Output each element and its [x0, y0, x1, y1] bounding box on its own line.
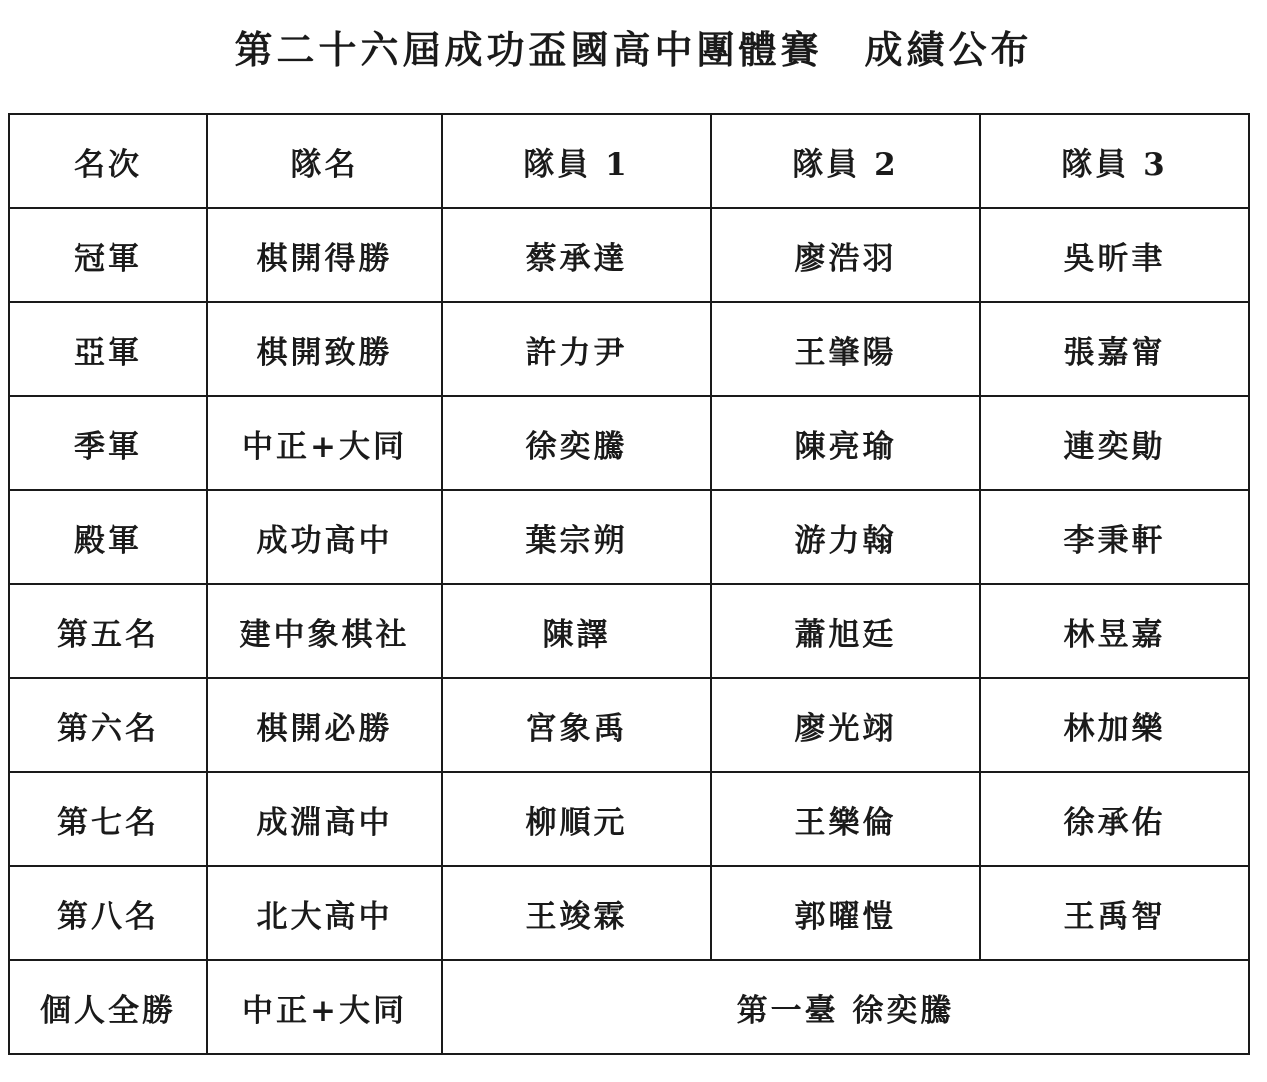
member-cell: 葉宗朔: [442, 490, 711, 584]
member-cell: 王禹智: [980, 866, 1249, 960]
header-team: 隊名: [207, 114, 442, 208]
team-cell: 中正+大同: [207, 396, 442, 490]
member-cell: 許力尹: [442, 302, 711, 396]
member-cell: 張嘉甯: [980, 302, 1249, 396]
member-cell: 游力翰: [711, 490, 980, 584]
member-cell: 郭曜愷: [711, 866, 980, 960]
member-cell: 王樂倫: [711, 772, 980, 866]
member-cell: 王肇陽: [711, 302, 980, 396]
member-cell: 林加樂: [980, 678, 1249, 772]
individual-award-team: 中正+大同: [207, 960, 442, 1054]
table-row: [9, 208, 1249, 302]
rank-cell: 冠軍: [9, 208, 207, 302]
member-cell: 蔡承達: [442, 208, 711, 302]
rank-cell: 第六名: [9, 678, 207, 772]
table-row: [9, 678, 1249, 772]
team-cell: 成功高中: [207, 490, 442, 584]
member-cell: 蕭旭廷: [711, 584, 980, 678]
header-member-1: 隊員 1: [442, 114, 711, 208]
table-row: [9, 396, 1249, 490]
member-cell: 連奕勛: [980, 396, 1249, 490]
team-cell: 棋開致勝: [207, 302, 442, 396]
member-cell: 陳亮瑜: [711, 396, 980, 490]
rank-cell: 第五名: [9, 584, 207, 678]
member-cell: 宮象禹: [442, 678, 711, 772]
member-cell: 廖光翊: [711, 678, 980, 772]
rank-cell: 季軍: [9, 396, 207, 490]
table-row: [9, 584, 1249, 678]
results-table: [8, 113, 1250, 1055]
header-member-2: 隊員 2: [711, 114, 980, 208]
team-cell: 北大高中: [207, 866, 442, 960]
team-cell: 棋開得勝: [207, 208, 442, 302]
member-cell: 柳順元: [442, 772, 711, 866]
table-row: [9, 866, 1249, 960]
member-cell: 徐奕騰: [442, 396, 711, 490]
rank-cell: 第七名: [9, 772, 207, 866]
page-title: 第二十六屆成功盃國高中團體賽 成績公布: [234, 27, 1033, 72]
header-member-3: 隊員 3: [980, 114, 1249, 208]
member-cell: 林昱嘉: [980, 584, 1249, 678]
member-cell: 王竣霖: [442, 866, 711, 960]
table-row: [9, 772, 1249, 866]
member-cell: 李秉軒: [980, 490, 1249, 584]
individual-award-label: 個人全勝: [9, 960, 207, 1054]
table-row: [9, 302, 1249, 396]
team-cell: 棋開必勝: [207, 678, 442, 772]
rank-cell: 第八名: [9, 866, 207, 960]
header-rank: 名次: [9, 114, 207, 208]
table-row: [9, 490, 1249, 584]
team-cell: 成淵高中: [207, 772, 442, 866]
rank-cell: 亞軍: [9, 302, 207, 396]
individual-award-row: [9, 960, 1249, 1054]
member-cell: 陳譯: [442, 584, 711, 678]
member-cell: 廖浩羽: [711, 208, 980, 302]
member-cell: 徐承佑: [980, 772, 1249, 866]
table-header-row: [9, 114, 1249, 208]
team-cell: 建中象棋社: [207, 584, 442, 678]
individual-award-winner: 第一臺 徐奕騰: [442, 960, 1249, 1054]
rank-cell: 殿軍: [9, 490, 207, 584]
member-cell: 吳昕聿: [980, 208, 1249, 302]
